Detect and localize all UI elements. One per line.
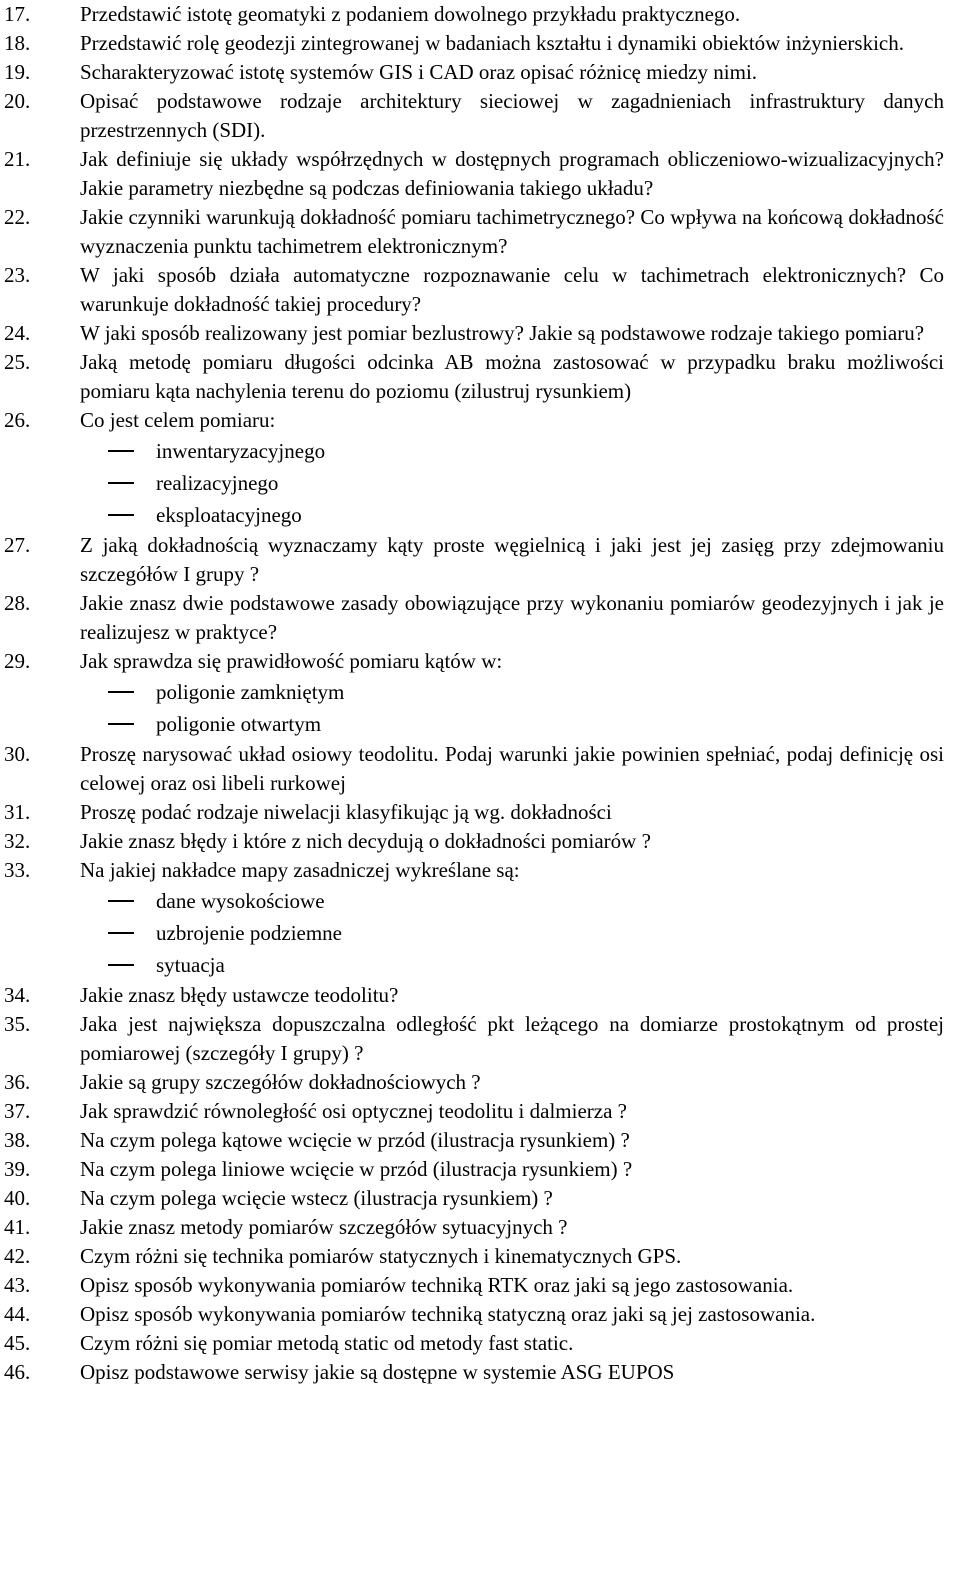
- question-text: Opisz sposób wykonywania pomiarów techniką statyczną oraz jaki są jej zastosowania.: [80, 1302, 816, 1326]
- question-text: Na czym polega wcięcie wstecz (ilustracja rysunkiem) ?: [80, 1186, 553, 1210]
- question-number: 44.: [4, 1302, 31, 1326]
- sub-item: [0, 917, 960, 949]
- question-number: 25.: [4, 350, 31, 374]
- question-text: Na czym polega liniowe wcięcie w przód (ilustracja rysunkiem) ?: [80, 1157, 633, 1181]
- question-text: Opisz sposób wykonywania pomiarów techniką RTK oraz jaki są jego zastosowania.: [80, 1273, 794, 1297]
- question-item: [0, 1358, 960, 1387]
- question-number: 45.: [4, 1331, 31, 1355]
- question-number: 40.: [4, 1186, 31, 1210]
- dash-bullet-icon: [108, 932, 134, 934]
- question-text: Opisać podstawowe rodzaje architektury sieciowej w zagadnieniach infrastruktury danych przestrzennych (SDI).: [80, 89, 944, 142]
- sub-item: [0, 885, 960, 917]
- question-item: [0, 1213, 960, 1242]
- sub-item-text: uzbrojenie podziemne: [156, 920, 343, 945]
- sub-item: [0, 435, 960, 467]
- question-item: [0, 203, 960, 261]
- question-item: [0, 319, 960, 348]
- question-number: 28.: [4, 591, 31, 615]
- question-text: Jaką metodę pomiaru długości odcinka AB można zastosować w przypadku braku możliwości pomiaru kąta nachylenia terenu do poziomu (zilustruj rysunkiem): [80, 350, 944, 403]
- question-number: 36.: [4, 1070, 31, 1094]
- sub-item-text: sytuacja: [156, 952, 225, 977]
- question-text: Jakie znasz błędy i które z nich decydują o dokładności pomiarów ?: [80, 829, 651, 853]
- question-item: [0, 1184, 960, 1213]
- question-text: Jak definiuje się układy współrzędnych w dostępnych programach obliczeniowo-wizualizacyjnych? Jakie parametry niezbędne są podczas definiowania takiego układu?: [80, 147, 944, 200]
- question-item: [0, 1300, 960, 1329]
- question-item: [0, 531, 960, 589]
- question-item: [0, 740, 960, 798]
- sub-item: [0, 949, 960, 981]
- sub-item-text: eksploatacyjnego: [156, 502, 302, 527]
- question-item: [0, 261, 960, 319]
- dash-bullet-icon: [108, 450, 134, 452]
- question-item: [0, 647, 960, 676]
- question-text: Przedstawić rolę geodezji zintegrowanej w badaniach kształtu i dynamiki obiektów inżynierskich.: [80, 31, 904, 55]
- question-number: 24.: [4, 321, 31, 345]
- sub-item: [0, 708, 960, 740]
- question-text: Proszę podać rodzaje niwelacji klasyfikując ją wg. dokładności: [80, 800, 612, 824]
- question-text: Czym różni się technika pomiarów statycznych i kinematycznych GPS.: [80, 1244, 682, 1268]
- question-number: 19.: [4, 60, 31, 84]
- sub-item-text: dane wysokościowe: [156, 888, 325, 913]
- question-number: 31.: [4, 800, 31, 824]
- question-number: 39.: [4, 1157, 31, 1181]
- question-number: 32.: [4, 829, 31, 853]
- question-item: [0, 856, 960, 885]
- question-number: 35.: [4, 1012, 31, 1036]
- question-item: [0, 827, 960, 856]
- sub-item-text: poligonie otwartym: [156, 711, 322, 736]
- question-item: [0, 145, 960, 203]
- question-text: Jakie znasz błędy ustawcze teodolitu?: [80, 983, 399, 1007]
- sub-item-text: realizacyjnego: [156, 470, 279, 495]
- dash-bullet-icon: [108, 514, 134, 516]
- question-text: Jakie czynniki warunkują dokładność pomiaru tachimetrycznego? Co wpływa na końcową dokładność wyznaczenia punktu tachimetrem elektronicznym?: [80, 205, 944, 258]
- question-text: Czym różni się pomiar metodą static od metody fast static.: [80, 1331, 574, 1355]
- dash-bullet-icon: [108, 900, 134, 902]
- sub-item-text: poligonie zamkniętym: [156, 679, 345, 704]
- question-number: 27.: [4, 533, 31, 557]
- question-item: [0, 0, 960, 29]
- question-number: 18.: [4, 31, 31, 55]
- question-item: [0, 1329, 960, 1358]
- sub-item: [0, 467, 960, 499]
- question-item: [0, 981, 960, 1010]
- sub-item-text: inwentaryzacyjnego: [156, 438, 326, 463]
- question-number: 42.: [4, 1244, 31, 1268]
- question-number: 22.: [4, 205, 31, 229]
- dash-bullet-icon: [108, 482, 134, 484]
- question-text: W jaki sposób realizowany jest pomiar bezlustrowy? Jakie są podstawowe rodzaje takiego pomiaru?: [80, 321, 925, 345]
- question-item: [0, 1097, 960, 1126]
- question-text: Na czym polega kątowe wcięcie w przód (ilustracja rysunkiem) ?: [80, 1128, 630, 1152]
- question-text: Z jaką dokładnością wyznaczamy kąty proste węgielnicą i jaki jest jej zasięg przy zdejmowaniu szczegółów I grupy ?: [80, 533, 944, 586]
- sub-item: [0, 676, 960, 708]
- question-text: Na jakiej nakładce mapy zasadniczej wykreślane są:: [80, 858, 520, 882]
- question-number: 33.: [4, 858, 31, 882]
- question-item: [0, 1010, 960, 1068]
- question-number: 29.: [4, 649, 31, 673]
- question-text: Proszę narysować układ osiowy teodolitu. Podaj warunki jakie powinien spełniać, podaj definicję osi celowej oraz osi libeli rurkowej: [80, 742, 944, 795]
- question-text: Opisz podstawowe serwisy jakie są dostępne w systemie ASG EUPOS: [80, 1360, 675, 1384]
- question-text: Jak sprawdzić równoległość osi optycznej teodolitu i dalmierza ?: [80, 1099, 627, 1123]
- question-number: 23.: [4, 263, 31, 287]
- question-item: [0, 1242, 960, 1271]
- dash-bullet-icon: [108, 723, 134, 725]
- question-item: [0, 1155, 960, 1184]
- question-item: [0, 1068, 960, 1097]
- question-item: [0, 58, 960, 87]
- question-item: [0, 348, 960, 406]
- question-item: [0, 406, 960, 435]
- question-number: 21.: [4, 147, 31, 171]
- question-number: 17.: [4, 2, 31, 26]
- question-text: Jakie znasz dwie podstawowe zasady obowiązujące przy wykonaniu pomiarów geodezyjnych i jak je realizujesz w praktyce?: [80, 591, 944, 644]
- question-text: W jaki sposób działa automatyczne rozpoznawanie celu w tachimetrach elektronicznych? Co warunkuje dokładność takiej procedury?: [80, 263, 944, 316]
- question-number: 30.: [4, 742, 31, 766]
- question-number: 26.: [4, 408, 31, 432]
- question-number: 43.: [4, 1273, 31, 1297]
- question-item: [0, 1271, 960, 1300]
- question-number: 34.: [4, 983, 31, 1007]
- question-number: 41.: [4, 1215, 31, 1239]
- question-number: 38.: [4, 1128, 31, 1152]
- question-item: [0, 1126, 960, 1155]
- sub-item: [0, 499, 960, 531]
- question-number: 46.: [4, 1360, 31, 1384]
- question-item: [0, 29, 960, 58]
- question-number: 20.: [4, 89, 31, 113]
- question-item: [0, 589, 960, 647]
- question-text: Przedstawić istotę geomatyki z podaniem dowolnego przykładu praktycznego.: [80, 2, 741, 26]
- question-item: [0, 798, 960, 827]
- question-text: Co jest celem pomiaru:: [80, 408, 276, 432]
- question-text: Jaka jest największa dopuszczalna odległość pkt leżącego na domiarze prostokątnym od prostej pomiarowej (szczegóły I grupy) ?: [80, 1012, 944, 1065]
- dash-bullet-icon: [108, 964, 134, 966]
- question-number: 37.: [4, 1099, 31, 1123]
- question-item: [0, 87, 960, 145]
- question-text: Jak sprawdza się prawidłowość pomiaru kątów w:: [80, 649, 503, 673]
- question-text: Scharakteryzować istotę systemów GIS i CAD oraz opisać różnicę miedzy nimi.: [80, 60, 758, 84]
- question-text: Jakie są grupy szczegółów dokładnościowych ?: [80, 1070, 481, 1094]
- dash-bullet-icon: [108, 691, 134, 693]
- question-text: Jakie znasz metody pomiarów szczegółów sytuacyjnych ?: [80, 1215, 568, 1239]
